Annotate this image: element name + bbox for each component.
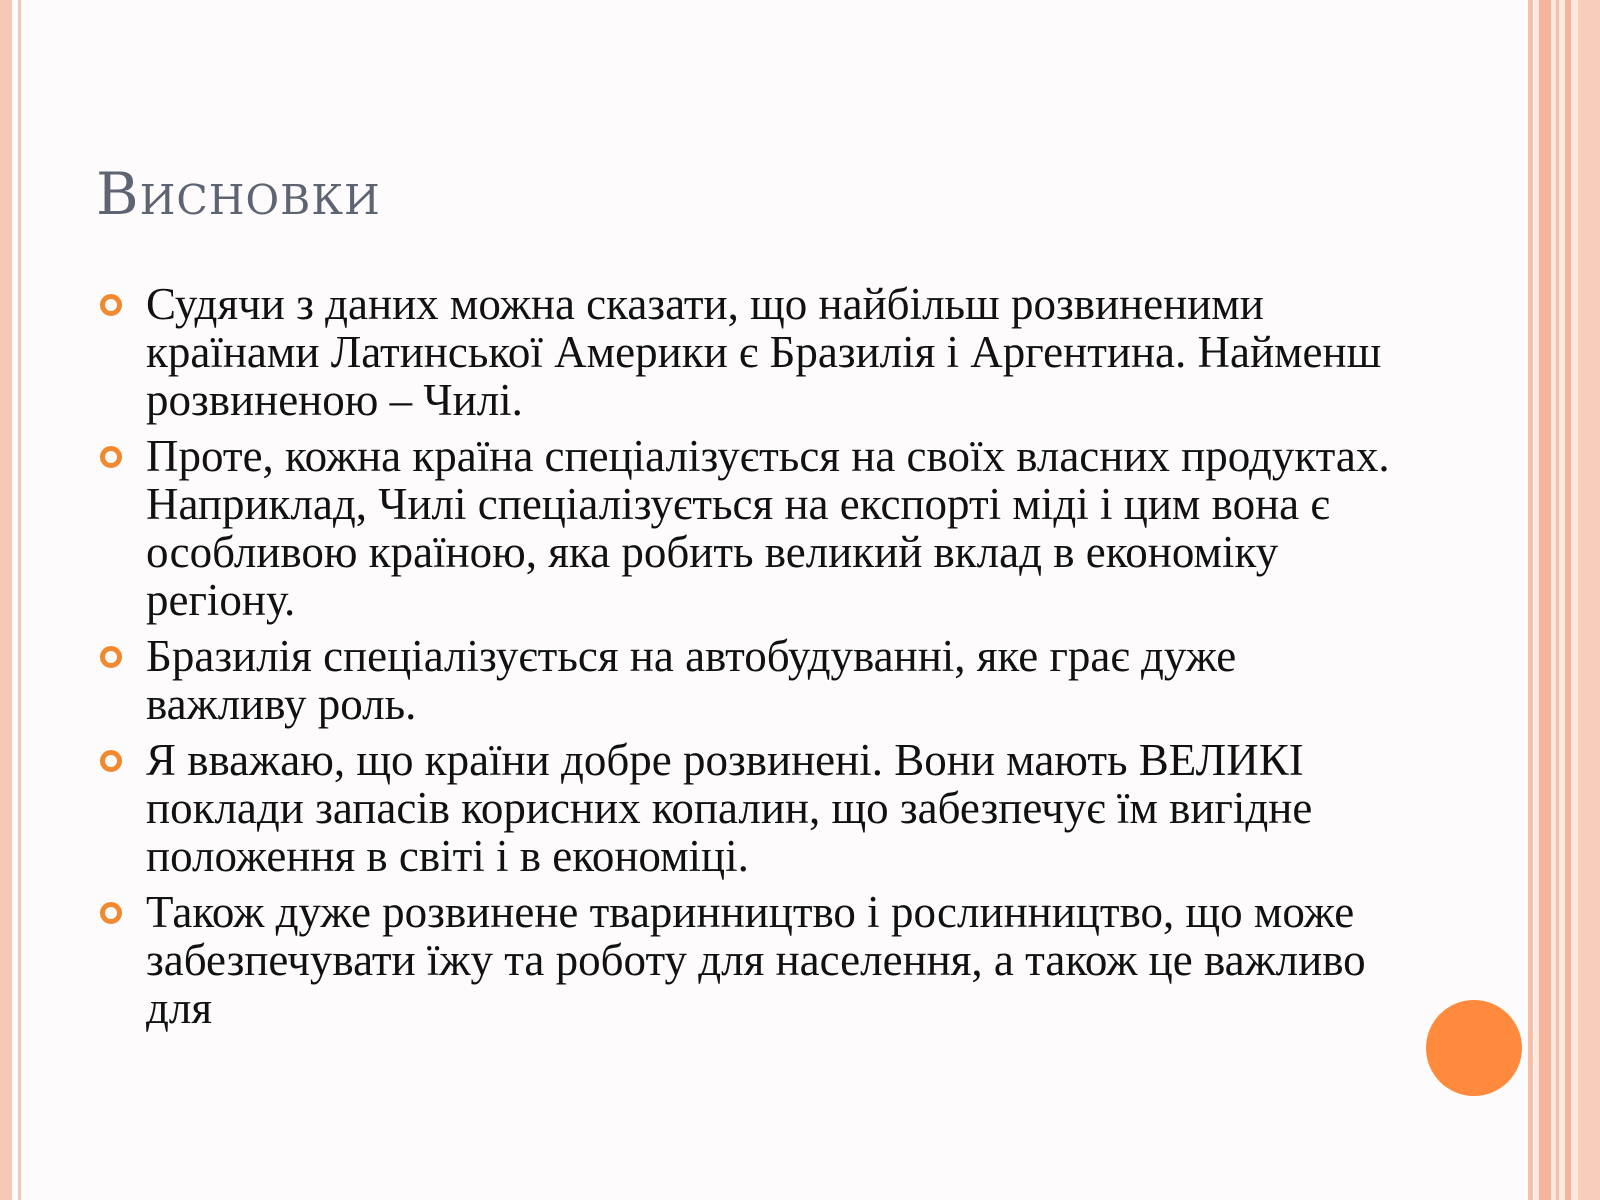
ring-bullet-icon	[100, 750, 122, 772]
ring-bullet-icon	[100, 446, 122, 468]
bullet-item	[100, 632, 1400, 728]
accent-circle	[1426, 1000, 1522, 1096]
bullet-list	[100, 280, 1400, 1040]
bullet-item	[100, 736, 1400, 880]
bullet-item	[100, 280, 1400, 424]
bullet-item	[100, 888, 1400, 1032]
bullet-text: Також дуже розвинене тваринництво і рослинництво, що може забезпечувати їжу та роботу для населення, а також це важливо для	[146, 887, 1366, 1033]
frame-right-line-2	[1539, 0, 1551, 1200]
frame-right-line-3	[1556, 0, 1559, 1200]
bullet-item	[100, 432, 1400, 624]
ring-bullet-icon	[100, 294, 122, 316]
bullet-text: Я вважаю, що країни добре розвинені. Вони мають ВЕЛИКІ поклади запасів корисних копалин, що забезпечує їм вигідне положення в світі і в економіці.	[146, 735, 1313, 881]
frame-right-line-4	[1565, 0, 1571, 1200]
bullet-text: Проте, кожна країна спеціалізується на своїх власних продуктах. Наприклад, Чилі спеціалізується на експорті міді і цим вона є особливою країною, яка робить великий вклад в економіку регіону.	[146, 431, 1390, 625]
frame-left-border	[0, 0, 12, 1200]
frame-right-line-5	[1578, 0, 1600, 1200]
slide-title: Висновки	[96, 160, 381, 228]
bullet-text: Судячи з даних можна сказати, що найбільш розвиненими країнами Латинської Америки є Бразилія і Аргентина. Найменш розвиненою – Чилі.	[146, 279, 1382, 425]
bullet-text: Бразилія спеціалізується на автобудуванні, яке грає дуже важливу роль.	[146, 631, 1237, 729]
frame-left-line	[18, 0, 21, 1200]
ring-bullet-icon	[100, 646, 122, 668]
frame-right-line-1	[1528, 0, 1533, 1200]
ring-bullet-icon	[100, 902, 122, 924]
